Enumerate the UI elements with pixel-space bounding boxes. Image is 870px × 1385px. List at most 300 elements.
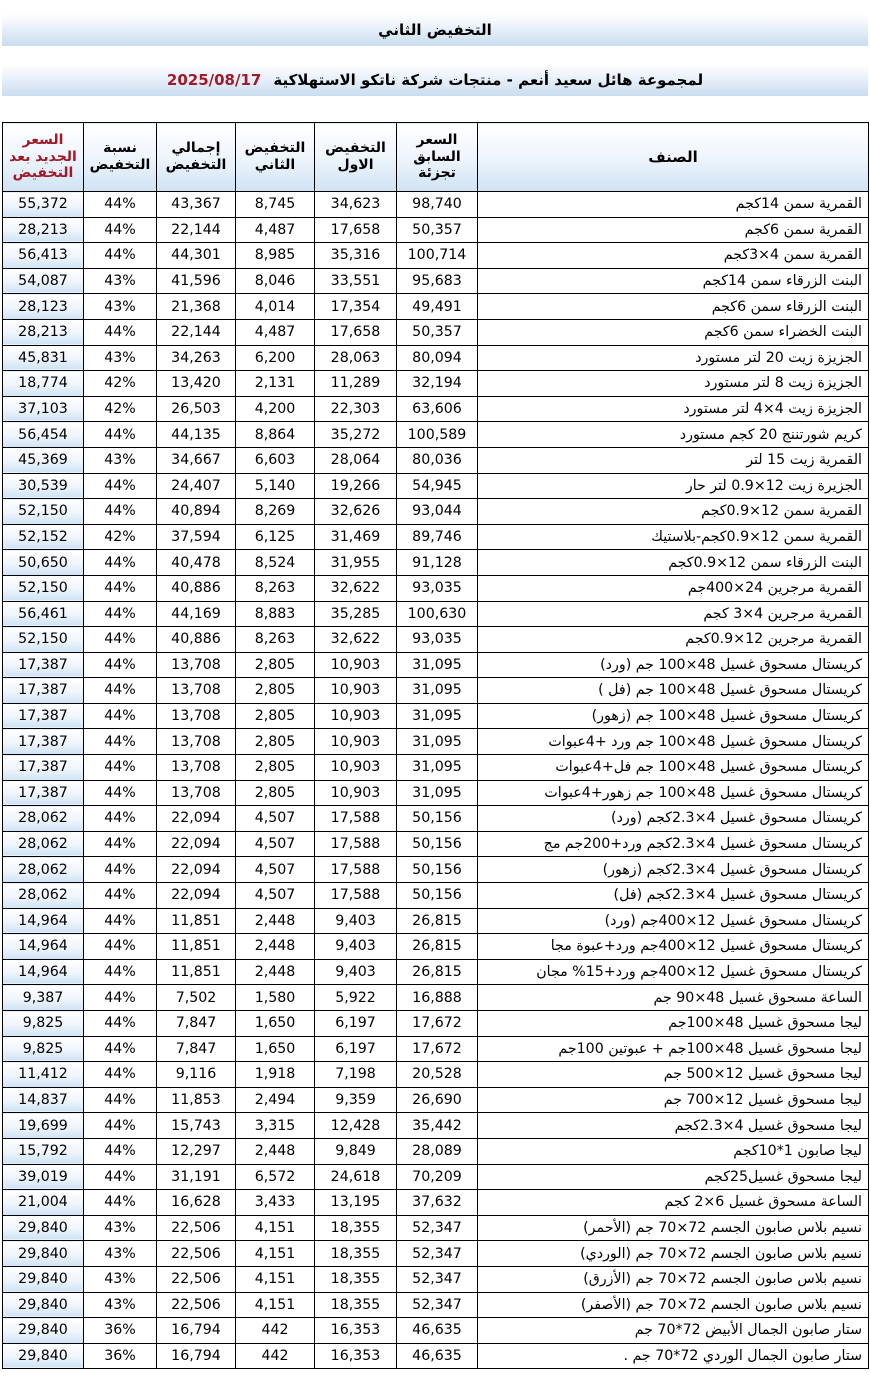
cell-previous-price: 17,672 [397, 1036, 478, 1062]
cell-first-discount: 24,618 [315, 1164, 397, 1190]
cell-previous-price: 50,357 [397, 319, 478, 345]
cell-total-discount: 11,851 [157, 959, 236, 985]
cell-total-discount: 34,667 [157, 447, 236, 473]
cell-second-discount: 8,524 [236, 550, 315, 576]
cell-previous-price: 100,630 [397, 601, 478, 627]
cell-discount-percent: 43% [84, 447, 157, 473]
cell-new-price: 11,412 [3, 1062, 84, 1088]
cell-discount-percent: 44% [84, 627, 157, 653]
cell-new-price: 28,213 [3, 217, 84, 243]
cell-first-discount: 5,922 [315, 985, 397, 1011]
cell-previous-price: 50,156 [397, 883, 478, 909]
cell-previous-price: 63,606 [397, 396, 478, 422]
cell-previous-price: 26,690 [397, 1087, 478, 1113]
cell-discount-percent: 44% [84, 678, 157, 704]
cell-new-price: 56,454 [3, 422, 84, 448]
header-second-discount: التخفيض الثاني [236, 123, 315, 192]
cell-total-discount: 22,094 [157, 857, 236, 883]
cell-second-discount: 6,572 [236, 1164, 315, 1190]
table-row [3, 345, 869, 371]
cell-first-discount: 6,197 [315, 1011, 397, 1037]
cell-discount-percent: 42% [84, 524, 157, 550]
cell-second-discount: 8,883 [236, 601, 315, 627]
cell-total-discount: 11,853 [157, 1087, 236, 1113]
cell-previous-price: 26,815 [397, 959, 478, 985]
cell-item-name: البنت الزرقاء سمن 12×0.9كجم [478, 550, 869, 576]
cell-total-discount: 26,503 [157, 396, 236, 422]
cell-item-name: ليجا مسحوق غسيل 48×100جم + عبوتين 100جم [478, 1036, 869, 1062]
table-row [3, 806, 869, 832]
table-row [3, 524, 869, 550]
cell-new-price: 29,840 [3, 1266, 84, 1292]
cell-discount-percent: 43% [84, 1266, 157, 1292]
cell-new-price: 9,387 [3, 985, 84, 1011]
cell-discount-percent: 42% [84, 396, 157, 422]
cell-item-name: القمرية مرجرين 4×3 كجم [478, 601, 869, 627]
cell-item-name: القمرية سمن 12×0.9كجم-بلاستيك [478, 524, 869, 550]
cell-second-discount: 2,131 [236, 371, 315, 397]
cell-new-price: 14,837 [3, 1087, 84, 1113]
cell-total-discount: 44,301 [157, 243, 236, 269]
cell-item-name: كريستال مسحوق غسيل 4×2.3كجم ورد+200جم مج [478, 831, 869, 857]
cell-first-discount: 18,355 [315, 1215, 397, 1241]
cell-first-discount: 7,198 [315, 1062, 397, 1088]
cell-new-price: 28,213 [3, 319, 84, 345]
cell-second-discount: 8,263 [236, 627, 315, 653]
cell-second-discount: 8,263 [236, 575, 315, 601]
cell-second-discount: 6,603 [236, 447, 315, 473]
cell-new-price: 15,792 [3, 1138, 84, 1164]
cell-previous-price: 31,095 [397, 678, 478, 704]
cell-discount-percent: 44% [84, 601, 157, 627]
table-body [3, 192, 869, 1369]
cell-new-price: 14,964 [3, 959, 84, 985]
cell-discount-percent: 44% [84, 422, 157, 448]
cell-previous-price: 49,491 [397, 294, 478, 320]
cell-total-discount: 13,708 [157, 703, 236, 729]
cell-discount-percent: 44% [84, 575, 157, 601]
cell-new-price: 37,103 [3, 396, 84, 422]
cell-second-discount: 4,151 [236, 1292, 315, 1318]
cell-new-price: 17,387 [3, 652, 84, 678]
cell-previous-price: 54,945 [397, 473, 478, 499]
cell-first-discount: 12,428 [315, 1113, 397, 1139]
header-item-name: الصنف [478, 123, 869, 192]
cell-previous-price: 32,194 [397, 371, 478, 397]
cell-total-discount: 7,847 [157, 1036, 236, 1062]
cell-item-name: القمرية سمن 6كجم [478, 217, 869, 243]
cell-first-discount: 18,355 [315, 1292, 397, 1318]
table-row [3, 755, 869, 781]
cell-total-discount: 31,191 [157, 1164, 236, 1190]
table-row [3, 1113, 869, 1139]
cell-discount-percent: 36% [84, 1343, 157, 1369]
cell-new-price: 17,387 [3, 678, 84, 704]
cell-second-discount: 2,805 [236, 678, 315, 704]
cell-item-name: نسيم بلاس صابون الجسم 72×70 جم (الوردي) [478, 1241, 869, 1267]
cell-previous-price: 31,095 [397, 652, 478, 678]
cell-total-discount: 37,594 [157, 524, 236, 550]
cell-item-name: كريستال مسحوق غسيل 48×100 جم زهور+4عبوات [478, 780, 869, 806]
cell-second-discount: 4,507 [236, 806, 315, 832]
cell-previous-price: 93,035 [397, 627, 478, 653]
cell-item-name: كريم شورتننج 20 كجم مستورد [478, 422, 869, 448]
table-row [3, 1164, 869, 1190]
cell-new-price: 52,150 [3, 499, 84, 525]
cell-discount-percent: 44% [84, 780, 157, 806]
cell-item-name: كريستال مسحوق غسيل 48×100 جم ورد +4عبوات [478, 729, 869, 755]
table-row [3, 780, 869, 806]
cell-item-name: القمرية سمن 4×3كجم [478, 243, 869, 269]
cell-item-name: الجزيرة زيت 12×0.9 لتر حار [478, 473, 869, 499]
cell-discount-percent: 44% [84, 1113, 157, 1139]
cell-second-discount: 2,805 [236, 780, 315, 806]
cell-item-name: نسيم بلاس صابون الجسم 72×70 جم (الأزرق) [478, 1266, 869, 1292]
cell-total-discount: 44,169 [157, 601, 236, 627]
cell-second-discount: 1,650 [236, 1036, 315, 1062]
cell-total-discount: 41,596 [157, 268, 236, 294]
subtitle-text: لمجموعة هائل سعيد أنعم - منتجات شركة ناتكو الاستهلاكية [273, 71, 704, 89]
table-row [3, 371, 869, 397]
cell-second-discount: 4,200 [236, 396, 315, 422]
cell-first-discount: 17,658 [315, 319, 397, 345]
cell-second-discount: 4,487 [236, 319, 315, 345]
cell-new-price: 39,019 [3, 1164, 84, 1190]
cell-previous-price: 52,347 [397, 1292, 478, 1318]
cell-second-discount: 8,745 [236, 192, 315, 218]
cell-discount-percent: 44% [84, 703, 157, 729]
cell-item-name: ليجا صابون 1*10كجم [478, 1138, 869, 1164]
cell-new-price: 30,539 [3, 473, 84, 499]
cell-second-discount: 8,985 [236, 243, 315, 269]
cell-item-name: الجزيزة زيت 8 لتر مستورد [478, 371, 869, 397]
cell-first-discount: 33,551 [315, 268, 397, 294]
cell-previous-price: 80,036 [397, 447, 478, 473]
cell-second-discount: 442 [236, 1318, 315, 1344]
cell-previous-price: 31,095 [397, 780, 478, 806]
cell-new-price: 9,825 [3, 1036, 84, 1062]
cell-item-name: كريستال مسحوق غسيل 12×400جم ورد+15% مجان [478, 959, 869, 985]
table-row [3, 575, 869, 601]
cell-discount-percent: 44% [84, 806, 157, 832]
cell-item-name: البنت الخضراء سمن 6كجم [478, 319, 869, 345]
table-row [3, 243, 869, 269]
price-list-date: 2025/08/17 [166, 71, 262, 89]
cell-second-discount: 2,805 [236, 755, 315, 781]
table-row [3, 908, 869, 934]
cell-new-price: 18,774 [3, 371, 84, 397]
cell-item-name: كريستال مسحوق غسيل 12×400جم ورد+عبوة مجا [478, 934, 869, 960]
cell-discount-percent: 44% [84, 908, 157, 934]
cell-previous-price: 31,095 [397, 729, 478, 755]
cell-first-discount: 9,403 [315, 908, 397, 934]
cell-first-discount: 13,195 [315, 1190, 397, 1216]
cell-new-price: 29,840 [3, 1215, 84, 1241]
cell-discount-percent: 43% [84, 1241, 157, 1267]
cell-total-discount: 15,743 [157, 1113, 236, 1139]
cell-first-discount: 11,289 [315, 371, 397, 397]
cell-second-discount: 4,487 [236, 217, 315, 243]
cell-first-discount: 34,623 [315, 192, 397, 218]
table-header-row [3, 123, 869, 192]
header-previous-price: السعر السابق تجزئة [397, 123, 478, 192]
cell-total-discount: 11,851 [157, 934, 236, 960]
cell-first-discount: 16,353 [315, 1318, 397, 1344]
cell-previous-price: 26,815 [397, 908, 478, 934]
cell-previous-price: 52,347 [397, 1215, 478, 1241]
cell-previous-price: 31,095 [397, 703, 478, 729]
table-row [3, 550, 869, 576]
cell-first-discount: 17,588 [315, 857, 397, 883]
table-row [3, 601, 869, 627]
table-row [3, 678, 869, 704]
cell-total-discount: 13,708 [157, 780, 236, 806]
cell-new-price: 52,150 [3, 575, 84, 601]
cell-item-name: ليجا مسحوق غسيل 12×500 جم [478, 1062, 869, 1088]
cell-total-discount: 13,708 [157, 755, 236, 781]
cell-first-discount: 31,469 [315, 524, 397, 550]
cell-first-discount: 10,903 [315, 780, 397, 806]
cell-previous-price: 16,888 [397, 985, 478, 1011]
cell-second-discount: 4,151 [236, 1266, 315, 1292]
cell-discount-percent: 43% [84, 345, 157, 371]
cell-new-price: 29,840 [3, 1318, 84, 1344]
cell-second-discount: 6,125 [236, 524, 315, 550]
cell-first-discount: 32,622 [315, 575, 397, 601]
cell-discount-percent: 44% [84, 499, 157, 525]
cell-second-discount: 4,151 [236, 1241, 315, 1267]
cell-new-price: 17,387 [3, 780, 84, 806]
cell-discount-percent: 44% [84, 883, 157, 909]
cell-discount-percent: 44% [84, 243, 157, 269]
cell-total-discount: 22,144 [157, 217, 236, 243]
cell-new-price: 56,461 [3, 601, 84, 627]
cell-item-name: القمرية سمن 12×0.9كجم [478, 499, 869, 525]
cell-first-discount: 10,903 [315, 678, 397, 704]
table-row [3, 1138, 869, 1164]
cell-discount-percent: 44% [84, 1138, 157, 1164]
cell-total-discount: 22,094 [157, 806, 236, 832]
cell-new-price: 52,152 [3, 524, 84, 550]
cell-previous-price: 26,815 [397, 934, 478, 960]
cell-item-name: البنت الزرقاء سمن 6كجم [478, 294, 869, 320]
cell-item-name: الجزيزة زيت 20 لتر مستورد [478, 345, 869, 371]
cell-previous-price: 50,156 [397, 806, 478, 832]
cell-previous-price: 100,714 [397, 243, 478, 269]
cell-second-discount: 4,014 [236, 294, 315, 320]
cell-second-discount: 1,918 [236, 1062, 315, 1088]
cell-discount-percent: 44% [84, 1011, 157, 1037]
cell-second-discount: 4,151 [236, 1215, 315, 1241]
cell-total-discount: 22,506 [157, 1241, 236, 1267]
cell-new-price: 21,004 [3, 1190, 84, 1216]
table-row [3, 319, 869, 345]
cell-total-discount: 7,502 [157, 985, 236, 1011]
cell-previous-price: 37,632 [397, 1190, 478, 1216]
cell-discount-percent: 43% [84, 1292, 157, 1318]
cell-total-discount: 43,367 [157, 192, 236, 218]
cell-second-discount: 6,200 [236, 345, 315, 371]
cell-item-name: ليجا مسحوق غسيل 48×100جم [478, 1011, 869, 1037]
cell-item-name: نسيم بلاس صابون الجسم 72×70 جم (الأحمر) [478, 1215, 869, 1241]
cell-previous-price: 31,095 [397, 755, 478, 781]
cell-previous-price: 70,209 [397, 1164, 478, 1190]
cell-second-discount: 4,507 [236, 857, 315, 883]
cell-second-discount: 8,864 [236, 422, 315, 448]
cell-second-discount: 8,046 [236, 268, 315, 294]
table-row [3, 192, 869, 218]
cell-item-name: ليجا مسحوق غسيل 4×2.3كجم [478, 1113, 869, 1139]
cell-first-discount: 22,303 [315, 396, 397, 422]
cell-new-price: 28,062 [3, 831, 84, 857]
cell-first-discount: 9,403 [315, 959, 397, 985]
cell-discount-percent: 44% [84, 1087, 157, 1113]
cell-first-discount: 6,197 [315, 1036, 397, 1062]
cell-discount-percent: 43% [84, 268, 157, 294]
cell-first-discount: 17,588 [315, 883, 397, 909]
table-row [3, 703, 869, 729]
cell-item-name: كريستال مسحوق غسيل 4×2.3كجم (ورد) [478, 806, 869, 832]
cell-discount-percent: 44% [84, 652, 157, 678]
cell-second-discount: 2,494 [236, 1087, 315, 1113]
table-row [3, 499, 869, 525]
cell-first-discount: 18,355 [315, 1266, 397, 1292]
cell-item-name: كريستال مسحوق غسيل 48×100 جم (ورد) [478, 652, 869, 678]
cell-discount-percent: 43% [84, 1215, 157, 1241]
cell-new-price: 9,825 [3, 1011, 84, 1037]
subtitle-banner [2, 64, 868, 96]
cell-total-discount: 40,894 [157, 499, 236, 525]
table-row [3, 883, 869, 909]
cell-item-name: ليجا مسحوق غسيل25كجم [478, 1164, 869, 1190]
cell-previous-price: 35,442 [397, 1113, 478, 1139]
cell-item-name: القمرية زيت 15 لتر [478, 447, 869, 473]
cell-total-discount: 16,794 [157, 1318, 236, 1344]
cell-second-discount: 4,507 [236, 831, 315, 857]
table-row [3, 729, 869, 755]
cell-previous-price: 50,357 [397, 217, 478, 243]
cell-first-discount: 17,588 [315, 806, 397, 832]
cell-item-name: الجزيزة زيت 4×4 لتر مستورد [478, 396, 869, 422]
header-first-discount: التخفيض الاول [315, 123, 397, 192]
cell-new-price: 28,123 [3, 294, 84, 320]
cell-item-name: كريستال مسحوق غسيل 48×100 جم (فل ) [478, 678, 869, 704]
table-row [3, 934, 869, 960]
cell-previous-price: 46,635 [397, 1318, 478, 1344]
cell-previous-price: 50,156 [397, 857, 478, 883]
header-total-discount: إجمالي التخفيض [157, 123, 236, 192]
table-row [3, 1215, 869, 1241]
cell-first-discount: 9,849 [315, 1138, 397, 1164]
table-row [3, 857, 869, 883]
page-title-banner [2, 14, 868, 46]
cell-first-discount: 31,955 [315, 550, 397, 576]
cell-new-price: 54,087 [3, 268, 84, 294]
cell-total-discount: 13,708 [157, 652, 236, 678]
table-row [3, 268, 869, 294]
table-row [3, 627, 869, 653]
cell-new-price: 45,369 [3, 447, 84, 473]
cell-total-discount: 16,628 [157, 1190, 236, 1216]
cell-discount-percent: 44% [84, 985, 157, 1011]
cell-discount-percent: 44% [84, 319, 157, 345]
cell-new-price: 28,062 [3, 857, 84, 883]
cell-previous-price: 95,683 [397, 268, 478, 294]
cell-new-price: 14,964 [3, 908, 84, 934]
cell-previous-price: 52,347 [397, 1266, 478, 1292]
cell-total-discount: 7,847 [157, 1011, 236, 1037]
cell-total-discount: 22,094 [157, 883, 236, 909]
cell-second-discount: 2,805 [236, 703, 315, 729]
page-title: التخفيض الثاني [378, 21, 492, 39]
cell-new-price: 45,831 [3, 345, 84, 371]
header-new-price: السعر الجديد بعد التخفيض [3, 123, 84, 192]
cell-second-discount: 3,433 [236, 1190, 315, 1216]
cell-new-price: 17,387 [3, 729, 84, 755]
cell-discount-percent: 36% [84, 1318, 157, 1344]
table-row [3, 1190, 869, 1216]
cell-total-discount: 40,478 [157, 550, 236, 576]
cell-previous-price: 100,589 [397, 422, 478, 448]
cell-new-price: 19,699 [3, 1113, 84, 1139]
cell-second-discount: 2,448 [236, 934, 315, 960]
cell-first-discount: 10,903 [315, 755, 397, 781]
cell-new-price: 29,840 [3, 1292, 84, 1318]
cell-discount-percent: 44% [84, 192, 157, 218]
cell-first-discount: 32,622 [315, 627, 397, 653]
table-row [3, 652, 869, 678]
cell-second-discount: 2,805 [236, 729, 315, 755]
cell-first-discount: 10,903 [315, 703, 397, 729]
cell-item-name: الساعة مسحوق غسيل 48×90 جم [478, 985, 869, 1011]
table-row [3, 831, 869, 857]
cell-item-name: القمرية سمن 14كجم [478, 192, 869, 218]
cell-total-discount: 40,886 [157, 575, 236, 601]
cell-new-price: 52,150 [3, 627, 84, 653]
cell-new-price: 56,413 [3, 243, 84, 269]
cell-total-discount: 22,506 [157, 1215, 236, 1241]
cell-second-discount: 442 [236, 1343, 315, 1369]
cell-previous-price: 93,035 [397, 575, 478, 601]
cell-second-discount: 2,805 [236, 652, 315, 678]
cell-discount-percent: 44% [84, 473, 157, 499]
table-row [3, 1292, 869, 1318]
cell-first-discount: 18,355 [315, 1241, 397, 1267]
cell-first-discount: 17,354 [315, 294, 397, 320]
cell-discount-percent: 44% [84, 1164, 157, 1190]
cell-first-discount: 17,588 [315, 831, 397, 857]
cell-first-discount: 9,359 [315, 1087, 397, 1113]
cell-item-name: القمرية مرجرين 12×0.9كجم [478, 627, 869, 653]
cell-item-name: كريستال مسحوق غسيل 48×100 جم فل+4عبوات [478, 755, 869, 781]
cell-discount-percent: 44% [84, 831, 157, 857]
cell-previous-price: 52,347 [397, 1241, 478, 1267]
cell-new-price: 14,964 [3, 934, 84, 960]
table-row [3, 1062, 869, 1088]
cell-first-discount: 17,658 [315, 217, 397, 243]
cell-first-discount: 10,903 [315, 652, 397, 678]
table-row [3, 396, 869, 422]
table-row [3, 959, 869, 985]
table-row [3, 217, 869, 243]
cell-discount-percent: 44% [84, 217, 157, 243]
cell-total-discount: 22,094 [157, 831, 236, 857]
cell-discount-percent: 44% [84, 755, 157, 781]
cell-previous-price: 46,635 [397, 1343, 478, 1369]
cell-second-discount: 5,140 [236, 473, 315, 499]
cell-first-discount: 35,316 [315, 243, 397, 269]
cell-second-discount: 4,507 [236, 883, 315, 909]
